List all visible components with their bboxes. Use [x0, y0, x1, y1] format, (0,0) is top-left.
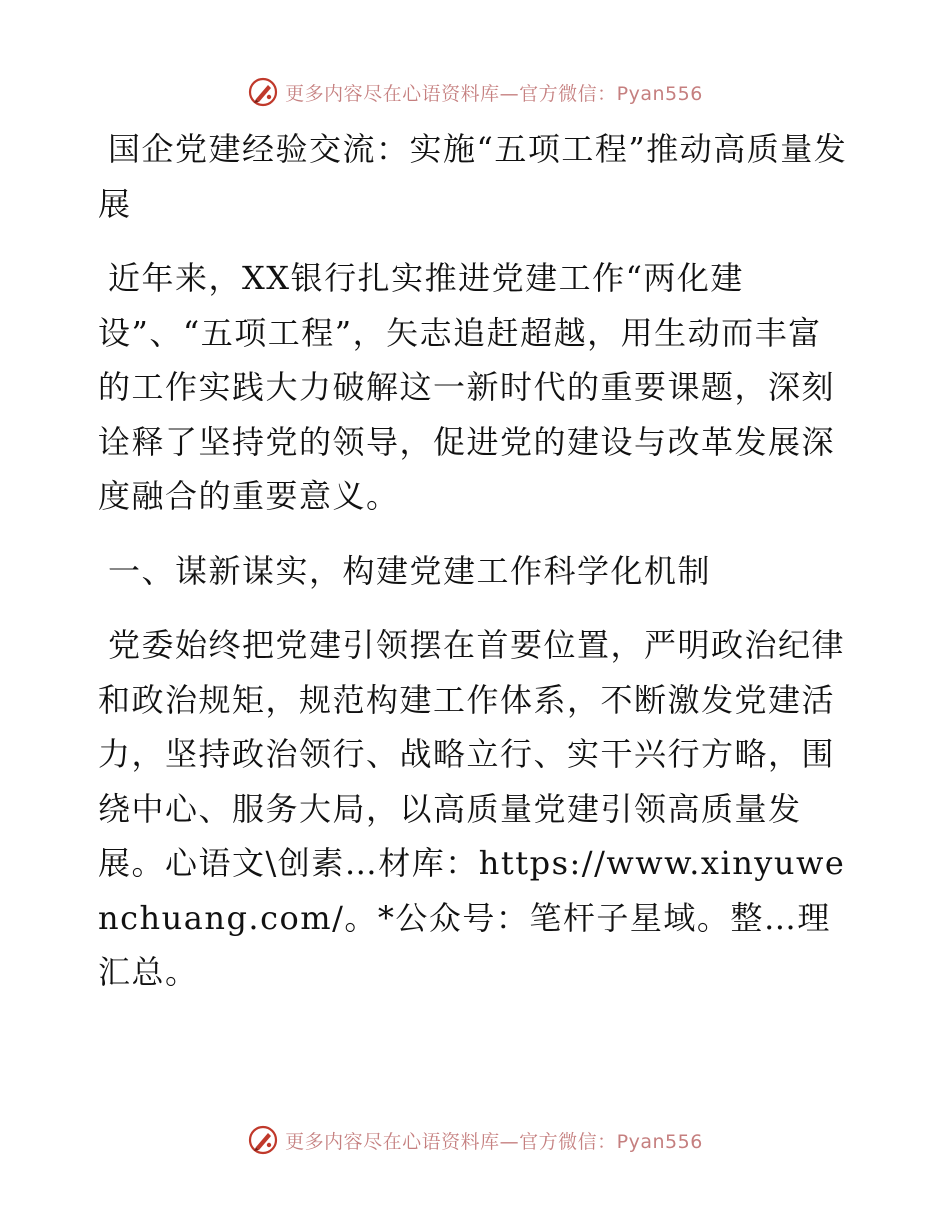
footer-watermark-banner	[0, 1120, 950, 1160]
header-watermark-inner	[247, 76, 703, 108]
section-paragraph: 党委始终把党建引领摆在首要位置，严明政治纪律和政治规矩，规范构建工作体系，不断激发党建活力，坚持政治领行、战略立行、实干兴行方略，围绕中心、服务大局，以高质量党建引领高质量发展。心语文\创素…材库：https://www.xinyuwenchuang.com/。*公众号：笔杆子星域。整…理汇总。	[98, 626, 846, 991]
footer-watermark-inner	[247, 1124, 703, 1156]
section-heading: 一、谋新谋实，构建党建工作科学化机制	[108, 551, 712, 590]
header-watermark-banner	[0, 72, 950, 112]
intro-paragraph: 近年来，XX银行扎实推进党建工作“两化建设”、“五项工程”，矢志追赶超越，用生动而丰富的工作实践大力破解这一新时代的重要课题，深刻诠释了坚持党的领导，促进党的建设与改革发展深度融合的重要意义。	[98, 259, 836, 515]
pen-logo-icon	[247, 1124, 279, 1156]
document-body	[98, 122, 850, 1020]
footer-watermark-text: 更多内容尽在心语资料库—官方微信：Pyan556	[285, 1130, 703, 1153]
document-title: 国企党建经验交流：实施“五项工程”推动高质量发展	[98, 130, 848, 223]
pen-logo-icon	[247, 76, 279, 108]
header-watermark-text: 更多内容尽在心语资料库—官方微信：Pyan556	[285, 82, 703, 105]
